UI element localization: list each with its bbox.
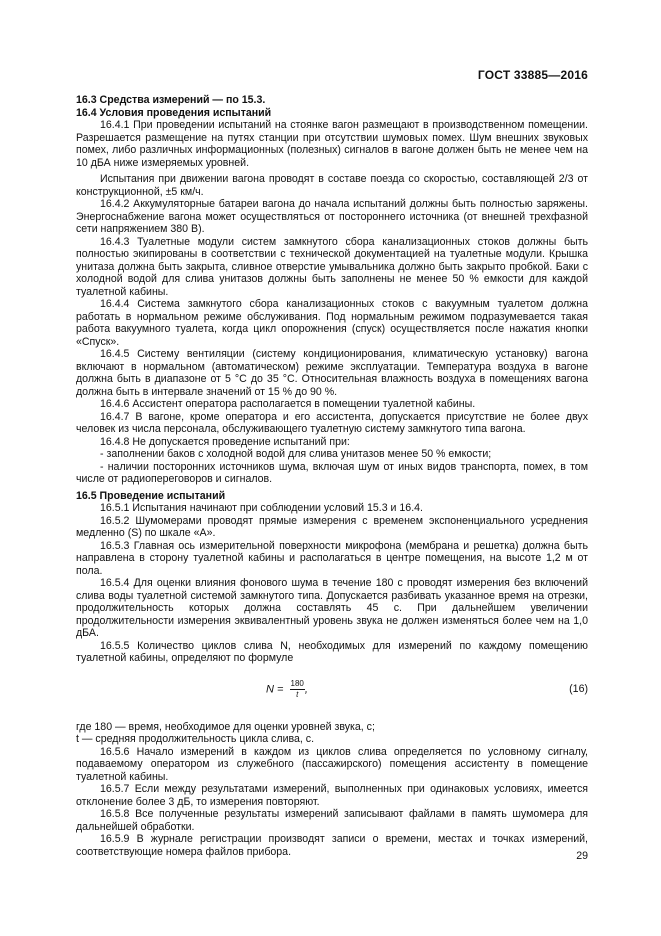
heading-16-3: 16.3 Средства измерений — по 15.3. — [76, 94, 266, 106]
paragraph-16-4-1-b: Испытания при движении вагона проводят в составе поезда со скоростью, составляющей 2/3 от конструкционной, ±5 км/ч. — [76, 173, 588, 198]
formula-trail: , — [304, 682, 308, 695]
formula-numerator: 180 — [290, 678, 304, 688]
formula-block — [76, 675, 588, 715]
formula-denominator: t — [296, 689, 299, 699]
paragraph-16-5-5: 16.5.5 Количество циклов слива N, необходимых для измерений по каждому помещению туалетной кабины, определяют по формуле — [76, 639, 588, 664]
paragraph-16-4-6: 16.4.6 Ассистент оператора располагается в помещении туалетной кабины. — [100, 398, 476, 410]
paragraph-16-5-7: 16.5.7 Если между результатами измерений, выполненных при одинаковых условиях, имеется отклонение более 3 дБ, то измерения повторяют. — [76, 783, 588, 808]
paragraph-16-4-4: 16.4.4 Система замкнутого сбора канализационных стоков с вакуумным туалетом должна работать в нормальном режиме обслуживания. Под нормальным режимом подразумевается такая работа вакуумного туалета, когда цикл опорожнения (спуск) осуществляется после нажатия кнопки «Спуск». — [76, 298, 588, 348]
paragraph-16-5-8: 16.5.8 Все полученные результаты измерений записывают файлами в память шумомера для дальнейшей обработки. — [76, 808, 588, 833]
where-clause-t: t — средняя продолжительность цикла слива, с. — [76, 733, 315, 745]
formula-lhs: N = — [266, 682, 284, 695]
paragraph-16-5-2: 16.5.2 Шумомерами проводят прямые измерения с временем экспоненциального усреднения медленно (S) по шкале «А». — [76, 514, 588, 539]
paragraph-16-4-7: 16.4.7 В вагоне, кроме оператора и его ассистента, допускается присутствие не более двух человек из числа персонала, обслуживающего туалетную систему замкнутого типа вагона. — [76, 410, 588, 435]
paragraph-16-4-8: 16.4.8 Не допускается проведение испытаний при: — [100, 435, 350, 448]
paragraph-16-5-6: 16.5.6 Начало измерений в каждом из циклов слива определяется по условному сигналу, подаваемому оператором из служебного (пассажирского) помещения ассистенту в помещение туалетной кабины. — [76, 745, 588, 783]
paragraph-16-5-1: 16.5.1 Испытания начинают при соблюдении условий 15.3 и 16.4. — [100, 502, 423, 514]
page-number: 29 — [576, 850, 588, 862]
list-item: - заполнении баков с холодной водой для слива унитазов менее 50 % емкости; — [100, 448, 492, 460]
formula — [266, 679, 308, 700]
paragraph-16-5-9: 16.5.9 В журнале регистрации производят записи о времени, местах и точках измерений, соответствующие номера файлов прибора. — [76, 833, 588, 858]
equation-number: (16) — [569, 682, 588, 695]
heading-16-4: 16.4 Условия проведения испытаний — [76, 106, 272, 119]
list-item: - наличии посторонних источников шума, включая шум от иных видов транспорта, помех, в том числе от радиопереговоров и сигналов. — [76, 460, 588, 485]
paragraph-16-4-1: 16.4.1 При проведении испытаний на стоянке вагон размещают в производственном помещении. Разрешается размещение на путях станции при отсутствии шумовых помех. Шум внешних звуковых помех, либо различных информационных (полезных) сигналов в вагоне должен быть не менее чем на 10 дБА ниже измеряемых уровней. — [76, 119, 588, 169]
standard-header: ГОСТ 33885—2016 — [477, 68, 588, 82]
paragraph-16-4-3: 16.4.3 Туалетные модули систем замкнутого сбора канализационных стоков должны быть полностью экипированы в соответствии с технической документацией на туалетные модули. Крышка унитаза должна быть закрыта, сливное отверстие умывальника должно быть закрыто пробкой. Баки с холодной водой для слива унитазов должны быть заполнены не менее 50 % емкости для каждой туалетной кабины. — [76, 235, 588, 298]
document-body — [76, 94, 588, 858]
heading-16-5: 16.5 Проведение испытаний — [76, 489, 226, 502]
paragraph-16-4-2: 16.4.2 Аккумуляторные батареи вагона до начала испытаний должны быть полностью заряжены. Энергоснабжение вагона может осуществляться от постороннего источника (от внешней трехфазной сети напряжением 380 В). — [76, 198, 588, 235]
formula-fraction — [290, 679, 305, 700]
paragraph-16-4-5: 16.4.5 Систему вентиляции (систему кондиционирования, климатическую установку) вагона включают в нормальном (автоматическом) режиме эксплуатации. Температура воздуха в вагоне должна быть в диапазоне от 5 °С до 35 °С. Относительная влажность воздуха в помещениях вагона должна быть в интервале значений от 15 % до 90 %. — [76, 348, 588, 398]
paragraph-16-5-3: 16.5.3 Главная ось измерительной поверхности микрофона (мембрана и решетка) должна быть направлена в сторону туалетной кабины и располагаться в центре помещения, на высоте 1,2 м от пола. — [76, 539, 588, 577]
paragraph-16-5-4: 16.5.4 Для оценки влияния фонового шума в течение 180 с проводят измерения без включений слива воды туалетной системой замкнутого типа. Допускается разбивать указанное время на отрезки, продолжительность которых должна составлять 45 с. При дальнейшем увеличении продолжительности измерения эквивалентный уровень звука не должен изменяться более чем на 1,0 дБА. — [76, 577, 588, 639]
where-clause: где 180 — время, необходимое для оценки уровней звука, с; — [76, 720, 375, 733]
